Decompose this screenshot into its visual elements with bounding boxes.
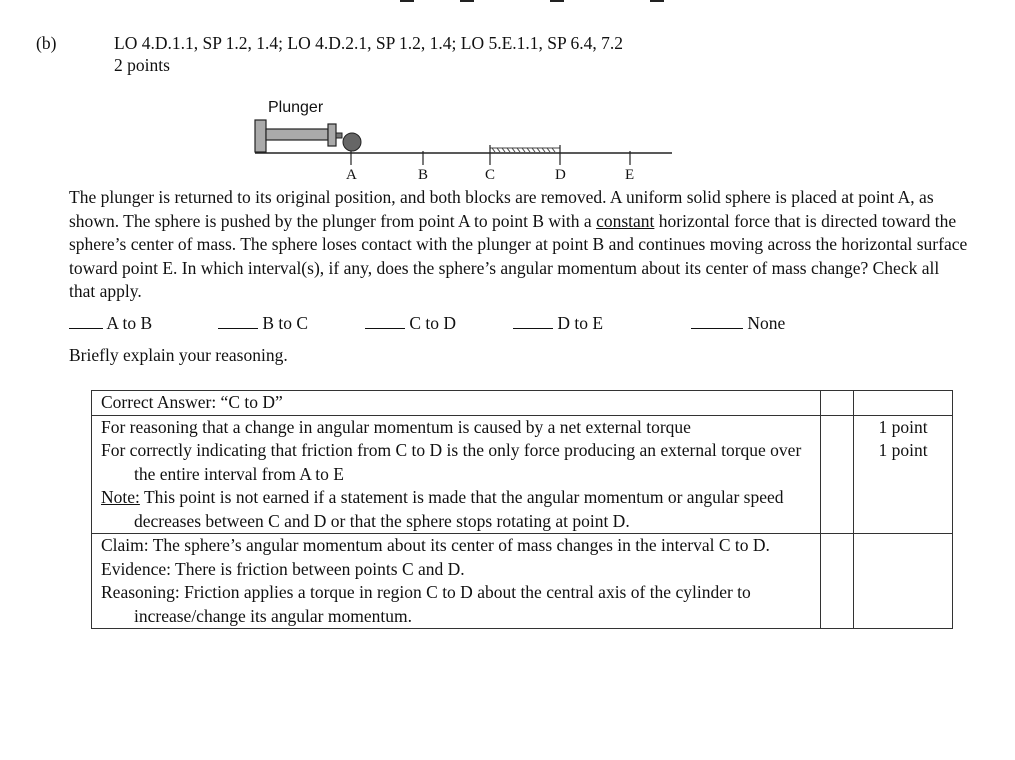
plunger xyxy=(255,120,342,152)
note-label: Note: xyxy=(101,487,140,507)
part-label: (b) xyxy=(36,33,57,53)
scoring-rubric xyxy=(91,390,953,629)
correct-answer: Correct Answer: “C to D” xyxy=(92,391,821,416)
criterion-2: For correctly indicating that friction from C to D is the only force producing an external torque over the entire interval from A to E xyxy=(101,440,802,484)
option-blank[interactable] xyxy=(365,312,405,329)
option-c-to-d[interactable] xyxy=(365,312,456,334)
question-header xyxy=(114,32,623,76)
option-blank[interactable] xyxy=(691,312,743,329)
option-label: C to D xyxy=(409,313,457,333)
rubric-note xyxy=(101,486,811,533)
option-none[interactable] xyxy=(691,312,785,334)
criterion-1-points: 1 point xyxy=(878,416,928,437)
claim: Claim: The sphere’s angular momentum about its center of mass changes in the interval C to D. xyxy=(101,535,770,555)
learning-objectives: LO 4.D.1.1, SP 1.2, 1.4; LO 4.D.2.1, SP 1.2, 1.4; LO 5.E.1.1, SP 6.4, 7.2 xyxy=(114,33,623,53)
sphere xyxy=(343,133,361,151)
option-label: A to B xyxy=(106,313,153,333)
option-blank[interactable] xyxy=(218,312,258,329)
option-label: B to C xyxy=(262,313,309,333)
prompt-text-after: horizontal force that is directed toward the sphere’s center of mass. The sphere loses contact with the plunger at point B and continues moving across the horizontal surface toward point E. In which interval(s), if any, does the sphere’s angular momentum about its center of mass change? Check all that apply. xyxy=(69,210,968,301)
rubric-row-answer xyxy=(92,391,953,416)
plunger-label: Plunger xyxy=(268,99,324,116)
option-blank[interactable] xyxy=(69,312,103,329)
previous-heading-fragment xyxy=(400,0,700,2)
option-d-to-e[interactable] xyxy=(513,312,603,334)
option-label: None xyxy=(747,313,786,333)
criterion-2-points: 1 point xyxy=(878,440,928,460)
option-a-to-b[interactable] xyxy=(69,312,152,334)
criterion-1: For reasoning that a change in angular momentum is caused by a net external torque xyxy=(101,416,691,437)
point-label-d: D xyxy=(555,167,566,183)
point-label-a: A xyxy=(346,167,357,183)
option-blank[interactable] xyxy=(513,312,553,329)
option-label: D to E xyxy=(557,313,604,333)
points-value: 2 points xyxy=(114,55,170,75)
point-label-e: E xyxy=(625,167,635,183)
prompt-text-before: The plunger is returned to its original position, and both blocks are removed. A uniform solid sphere is placed at point A, as shown. The sphere is pushed by the plunger from point A to point B with a xyxy=(69,187,934,231)
friction-region xyxy=(490,148,560,152)
rubric-row-cer xyxy=(92,534,953,629)
rubric-row-criteria xyxy=(92,415,953,534)
point-label-b: B xyxy=(418,167,429,183)
evidence: Evidence: There is friction between points C and D. xyxy=(101,558,465,579)
plunger-diagram xyxy=(250,95,680,185)
note-text: This point is not earned if a statement is made that the angular momentum or angular speed decreases between C and D or that the sphere stops rotating at point D. xyxy=(134,487,784,531)
prompt-emphasis: constant xyxy=(596,210,655,231)
explain-prompt: Briefly explain your reasoning. xyxy=(69,345,288,365)
option-b-to-c[interactable] xyxy=(218,312,308,334)
point-label-c: C xyxy=(485,167,496,183)
reasoning: Reasoning: Friction applies a torque in region C to D about the central axis of the cylinder to increase/change its angular momentum. xyxy=(101,582,751,626)
question-prompt xyxy=(69,186,969,304)
answer-options xyxy=(69,312,869,336)
